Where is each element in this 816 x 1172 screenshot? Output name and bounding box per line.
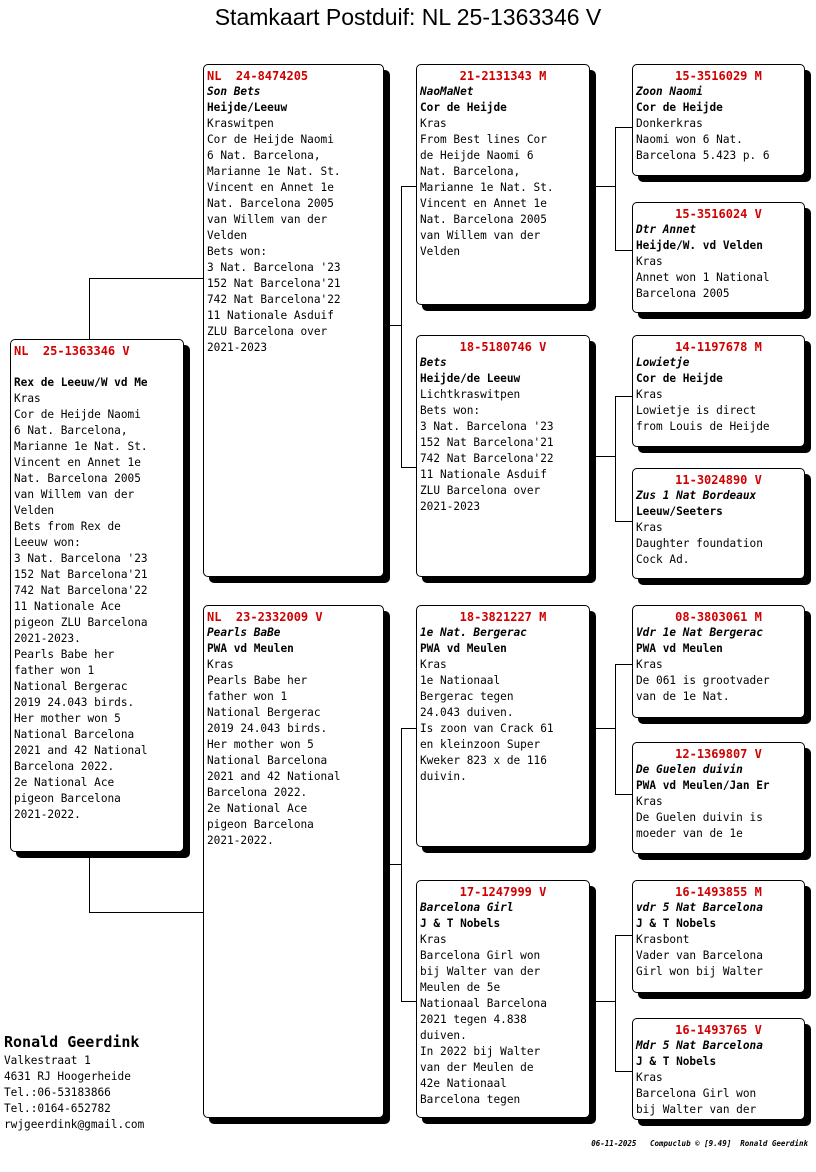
pigeon-name: Dtr Annet xyxy=(636,223,697,236)
pigeon-card-fmf[interactable] xyxy=(632,335,805,447)
connector-line xyxy=(615,935,633,936)
pigeon-color: Kras xyxy=(636,255,663,268)
pigeon-card-subject[interactable] xyxy=(10,339,184,852)
connector-line xyxy=(89,278,90,340)
connector-line xyxy=(615,250,633,251)
connector-line xyxy=(401,728,402,1001)
pigeon-color: Kras xyxy=(420,658,447,671)
connector-line xyxy=(596,728,615,729)
owner: PWA vd Meulen xyxy=(420,642,507,655)
pigeon-name: De Guelen duivin xyxy=(636,763,743,776)
pigeon-color: Kraswitpen xyxy=(207,117,274,130)
pigeon-card-mother[interactable] xyxy=(203,605,384,1118)
pigeon-name: NaoMaNet xyxy=(420,85,474,98)
connector-line xyxy=(401,186,402,467)
pigeon-name: Vdr 1e Nat Bergerac xyxy=(636,626,763,639)
pigeon-name: Son Bets xyxy=(207,85,261,98)
connector-line xyxy=(615,664,616,794)
pigeon-color: Krasbont xyxy=(636,933,690,946)
notes: From Best lines Cor de Heijde Naomi 6 Nat. Barcelona, Marianne 1e Nat. St. Vincent en Annet 1e Nat. Barcelona 2005 van Willem van der Velden xyxy=(420,133,554,258)
ring-number: NL 23-2332009 V xyxy=(207,610,323,624)
owner: Heijde/de Leeuw xyxy=(420,372,521,385)
owner: Leeuw/Seeters xyxy=(636,505,723,518)
pigeon-color: Kras xyxy=(14,392,41,405)
notes: Annet won 1 National Barcelona 2005 xyxy=(636,271,770,300)
notes: Cor de Heijde Naomi 6 Nat. Barcelona, Marianne 1e Nat. St. Vincent en Annet 1e Nat. Barcelona 2005 van Willem van der Velden Bets from Rex de Leeuw won: 3 Nat. Barcelona '23 152 Nat Barcelona'21 742 Nat Barcelona'22 11 Nationale Ace pigeon ZLU Barcelona 2021-2023. Pearls Babe her father won 1 National Bergerac 2019 24.043 birds. Her mother won 5 National Barcelona 2021 and 42 National Barcelona 2022. 2e National Ace pigeon Barcelona 2021-2022. xyxy=(14,408,148,821)
page-title: Stamkaart Postduif: NL 25-1363346 V xyxy=(214,4,602,30)
connector-line xyxy=(384,325,401,326)
breeder-city: 4631 RJ Hoogerheide xyxy=(4,1070,131,1083)
pigeon-color: Kras xyxy=(420,933,447,946)
owner: J & T Nobels xyxy=(636,917,717,930)
ring-number: 21-2131343 M xyxy=(459,69,547,83)
ring-number: NL 24-8474205 xyxy=(207,69,309,83)
owner: Cor de Heijde xyxy=(636,101,723,114)
pigeon-color: Kras xyxy=(420,117,447,130)
pigeon-card-mf[interactable] xyxy=(416,605,590,847)
owner: Cor de Heijde xyxy=(636,372,723,385)
connector-line xyxy=(615,127,633,128)
connector-line xyxy=(401,467,417,468)
pigeon-card-ff[interactable] xyxy=(416,64,590,305)
connector-line xyxy=(615,935,616,1071)
notes: Barcelona Girl won bij Walter van der Meulen de 5e Nationaal Barcelona 2021 tegen 4.838 duiven. In 2022 bij Walter van der Meulen de 42e Nationaal Barcelona tegen xyxy=(420,949,547,1106)
connector-line xyxy=(615,1071,633,1072)
connector-line xyxy=(89,278,204,279)
ring-number: 15-3516029 M xyxy=(675,69,762,83)
breeder-street: Valkestraat 1 xyxy=(4,1054,91,1067)
notes: Cor de Heijde Naomi 6 Nat. Barcelona, Marianne 1e Nat. St. Vincent en Annet 1e Nat. Barcelona 2005 van Willem van der Velden Bets won: 3 Nat. Barcelona '23 152 Nat Barcelona'21 742 Nat Barcelona'22 11 Nationale Asduif ZLU Barcelona over 2021-2023 xyxy=(207,133,341,354)
owner: J & T Nobels xyxy=(636,1055,717,1068)
pigeon-color: Kras xyxy=(636,658,663,671)
owner: J & T Nobels xyxy=(420,917,501,930)
pigeon-card-mmm[interactable] xyxy=(632,1018,805,1120)
pigeon-card-fmm[interactable] xyxy=(632,468,805,579)
connector-line xyxy=(596,1001,615,1002)
pigeon-color: Kras xyxy=(636,388,663,401)
pigeon-name: Bets xyxy=(420,356,447,369)
notes: De Guelen duivin is moeder van de 1e xyxy=(636,811,763,840)
notes: Pearls Babe her father won 1 National Bergerac 2019 24.043 birds. Her mother won 5 National Barcelona 2021 and 42 National Barcelona 2022. 2e National Ace pigeon Barcelona 2021-2022. xyxy=(207,674,341,847)
owner: Rex de Leeuw/W vd Me xyxy=(14,376,148,389)
notes: Vader van Barcelona Girl won bij Walter xyxy=(636,949,763,978)
connector-line xyxy=(615,794,633,795)
ring-number: NL 25-1363346 V xyxy=(14,344,130,358)
pigeon-name: vdr 5 Nat Barcelona xyxy=(636,901,763,914)
connector-line xyxy=(401,186,417,187)
pigeon-color: Kras xyxy=(207,658,234,671)
pigeon-card-fff[interactable] xyxy=(632,64,805,176)
notes: Bets won: 3 Nat. Barcelona '23 152 Nat Barcelona'21 742 Nat Barcelona'22 11 Nationale Asduif ZLU Barcelona over 2021-2023 xyxy=(420,404,554,513)
connector-line xyxy=(596,456,615,457)
pigeon-name: Mdr 5 Nat Barcelona xyxy=(636,1039,763,1052)
ring-number: 18-3821227 M xyxy=(459,610,547,624)
pigeon-name: Lowietje xyxy=(636,356,690,369)
pigeon-card-fm[interactable] xyxy=(416,335,590,577)
connector-line xyxy=(615,664,633,665)
ring-number: 12-1369807 V xyxy=(675,747,762,761)
connector-line xyxy=(615,521,633,522)
connector-line xyxy=(615,396,616,521)
pigeon-card-ffm[interactable] xyxy=(632,202,805,313)
pigeon-color: Kras xyxy=(636,1071,663,1084)
connector-line xyxy=(401,1001,417,1002)
breeder-name: Ronald Geerdink xyxy=(4,1033,140,1051)
owner: Cor de Heijde xyxy=(420,101,507,114)
pigeon-name: 1e Nat. Bergerac xyxy=(420,626,527,639)
breeder-phone: Tel.:0164-652782 xyxy=(4,1102,111,1115)
ring-number: 14-1197678 M xyxy=(675,340,762,354)
notes: Barcelona Girl won bij Walter van der xyxy=(636,1087,757,1116)
pigeon-color: Kras xyxy=(636,521,663,534)
owner: Heijde/W. vd Velden xyxy=(636,239,763,252)
pigeon-card-mm[interactable] xyxy=(416,880,590,1118)
connector-line xyxy=(384,864,401,865)
pigeon-name: Pearls BaBe xyxy=(207,626,281,639)
breeder-phone-mobile: Tel.:06-53183866 xyxy=(4,1086,111,1099)
connector-line xyxy=(89,912,204,913)
ring-number: 16-1493855 M xyxy=(675,885,762,899)
notes: Daughter foundation Cock Ad. xyxy=(636,537,763,566)
pigeon-card-mfm[interactable] xyxy=(632,742,805,854)
connector-line xyxy=(615,127,616,250)
pigeon-card-mff[interactable] xyxy=(632,605,805,718)
pigeon-color: Kras xyxy=(636,795,663,808)
connector-line xyxy=(596,186,615,187)
pigeon-color: Donkerkras xyxy=(636,117,703,130)
breeder-email[interactable]: rwjgeerdink@gmail.com xyxy=(4,1118,145,1131)
connector-line xyxy=(615,396,633,397)
pigeon-name: Zoon Naomi xyxy=(636,85,703,98)
pigeon-card-father[interactable] xyxy=(203,64,384,577)
ring-number: 16-1493765 V xyxy=(675,1023,762,1037)
owner: Heijde/Leeuw xyxy=(207,101,288,114)
ring-number: 17-1247999 V xyxy=(459,885,547,899)
connector-line xyxy=(401,728,417,729)
pigeon-name: Zus 1 Nat Bordeaux xyxy=(636,489,757,502)
footer-credit: 06-11-2025 Compuclub © [9.49] Ronald Geerdink xyxy=(591,1139,808,1148)
pigeon-name: Barcelona Girl xyxy=(420,901,514,914)
ring-number: 11-3024890 V xyxy=(675,473,762,487)
ring-number: 08-3803061 M xyxy=(675,610,762,624)
owner: PWA vd Meulen/Jan Er xyxy=(636,779,770,792)
notes: 1e Nationaal Bergerac tegen 24.043 duiven. Is zoon van Crack 61 en kleinzoon Super Kweker 823 x de 116 duivin. xyxy=(420,674,554,783)
ring-number: 18-5180746 V xyxy=(459,340,547,354)
pigeon-card-mmf[interactable] xyxy=(632,880,805,993)
owner: PWA vd Meulen xyxy=(636,642,723,655)
breeder-info xyxy=(4,1034,144,1133)
pigeon-color: Lichtkraswitpen xyxy=(420,388,521,401)
notes: De 061 is grootvader van de 1e Nat. xyxy=(636,674,770,703)
owner: PWA vd Meulen xyxy=(207,642,294,655)
notes: Lowietje is direct from Louis de Heijde xyxy=(636,404,770,433)
ring-number: 15-3516024 V xyxy=(675,207,762,221)
connector-line xyxy=(89,852,90,912)
notes: Naomi won 6 Nat. Barcelona 5.423 p. 6 xyxy=(636,133,770,162)
pigeon-name xyxy=(14,359,180,375)
